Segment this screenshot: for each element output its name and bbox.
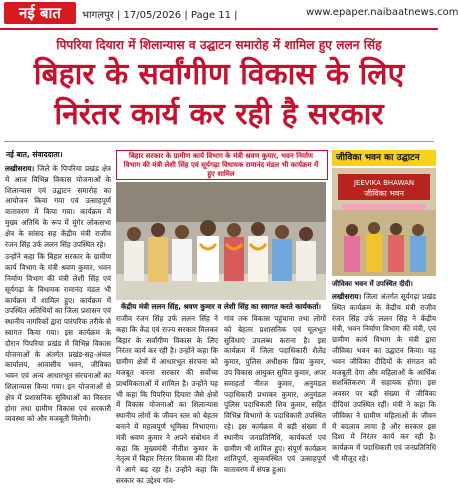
dateline: लखीसराय। [5,164,35,173]
photo-top-caption: बिहार सरकार के ग्रामीण कार्य विभाग के मंत्री श्रवण कुमार, भवन निर्माण विभाग की मंत्री लेशी सिंह एवं सूर्यगढ़ा विधायक रामानंद मंडल भी कार्यक्रम में हुए शामिल [123,152,319,178]
article-column-middle-1: राजीव रंजन सिंह उर्फ ललन सिंह ने कहा कि केंद्र एवं राज्य सरकार मिलकर बिहार के सर्वांगीण विकास के लिए निरंतर कार्य कर रही है। उन्होंने कहा कि ग्रामीण क्षेत्रों में आधारभूत संरचना को मजबूत करना सरकार की सर्वोच्च प्राथमिकताओं में शामिल है। उन्होंने यह भी कहा कि पिपरिया दियारा जैसे क्षेत्रों में विकास योजनाओं का शिलान्यास स्थानीय लोगों के जीवन स्तर को बेहतर बनाने में महत्वपूर्ण भूमिका निभाएगा। मंत्री श्रवण कुमार ने अपने संबोधन में कहा कि मुख्यमंत्री नीतीश कुमार के नेतृत्व में बिहार निरंतर विकास की दिशा में आगे बढ़ रहा है। उन्होंने कहा कि सरकार का उद्देश्य गांव- [116,314,218,485]
photo-caption: केंद्रीय मंत्री ललन सिंह, श्रवण कुमार व लेशी सिंह का स्वागत करते कार्यकर्ता। [120,302,322,311]
side-dateline: लखीसराय। [332,292,362,301]
headline-line-2: निरंतर कार्य कर रही है सरकार [54,97,384,132]
headline-divider [4,141,434,142]
side-story-heading: जीविका भवन का उद्घाटन [332,150,436,166]
sign-hindi: जीविका भवन [364,189,404,198]
jeevika-bhawan-photo [332,168,436,276]
sign-english: JEEVIKA BHAWAN [353,179,415,187]
event-photo [116,182,326,300]
newspaper-logo: नई बात [4,2,76,24]
paragraph-1: जिले के पिपरिया प्रखंड क्षेत्र में आज विभिन्न विकास योजनाओं के शिलान्यास एवं उद्घाटन समारोह का आयोजन किया गया एवं उत्साहपूर्ण वातावरण में किया गया। कार्यक्रम में मुख्य अतिथि के रूप में मुंगेर लोकसभा क्षेत्र के सांसद सह केंद्रीय मंत्री राजीव रंजन सिंह उर्फ ललन सिंह उपस्थित रहे। [5,164,111,249]
headline-line-1: बिहार के सर्वांगीण विकास के लिए [33,57,405,92]
paragraph-2: उन्होंने कहा कि बिहार सरकार के ग्रामीण कार्य विभाग के मंत्री श्रवण कुमार, भवन निर्माण विभाग की मंत्री लेशी सिंह एवं सूर्यगढ़ा के विधायक रामानंद मंडल भी कार्यक्रम में शामिल हुए। कार्यक्रम में उपस्थित अतिथियों का जिला प्रशासन एवं स्थानीय नागरिकों द्वारा पारंपरिक तरीके से स्वागत किया गया। इस कार्यक्रम के दौरान पिपरिया प्रखंड में विभिन्न विकास योजनाओं के अंतर्गत प्रखंड-सह-अंचल कार्यालय, आवासीय भवन, जीविका भवन एवं अन्य आधारभूत संरचनाओं का शिलान्यास किया गया। इन योजनाओं से क्षेत्र में प्रशासनिक सुविधाओं का विस्तार होगा तथा ग्रामीण विकास एवं सरकारी व्यवस्था को और मजबूती मिलेगी। [5,252,111,424]
article-column-middle-2: गांव तक विकास पहुंचाना तथा लोगों को बेहतर प्रशासनिक एवं मूलभूत सुविधाएं उपलब्ध कराना है। इस कार्यक्रम में जिला पदाधिकारी शैलेंद्र कुमार, पुलिस अधीक्षक प्रिया कुमार, उप विकास आयुक्त सुमित कुमार, अपर समाहर्ता नीरज कुमार, अनुमंडल पदाधिकारी प्रभाकर कुमार, अनुमंडल पुलिस पदाधिकारी शिव कुमार, सहित विभिन्न विभागों के पदाधिकारी उपस्थित रहे। इस कार्यक्रम में बड़ी संख्या में स्थानीय जनप्रतिनिधि, कार्यकर्ता एवं ग्रामीण भी शामिल हुए। संपूर्ण कार्यक्रम शांतिपूर्ण, सुव्यवस्थित एवं उत्साहपूर्ण वातावरण में संपन्न हुआ। [224,314,326,475]
side-story-text [332,292,436,496]
article-column-left [5,164,111,494]
epaper-url-link[interactable]: www.epaper.naibaatnews.com [306,7,458,18]
headline-kicker: पिपरिया दियारा में शिलान्यास व उद्घाटन समारोह में शामिल हुए ललन सिंह [56,38,382,52]
byline: नई बात, संवाददाता। [6,150,63,159]
edition-meta: भागलपुर | 17/05/2026 | Page 11 | [82,10,238,21]
side-paragraph: जिला अंतर्गत सूर्यगढ़ा प्रखंड स्थित कार्यक्रम के केंद्रीय मंत्री राजीव रंजन सिंह उर्फ ललन सिंह ने केंद्रीय मंत्री, भवन निर्माण विभाग की मंत्री, एवं ग्रामीण कार्य विभाग के मंत्री द्वारा जीविका भवन का उद्घाटन किया। यह भवन जीविका दीदियों के संगठन को मजबूती देगा और महिलाओं के आर्थिक सशक्तिकरण में सहायक होगा। इस अवसर पर बड़ी संख्या में जीविका दीदियां उपस्थित रहीं। मंत्री ने कहा कि जीविका ने ग्रामीण महिलाओं के जीवन में बदलाव लाया है और सरकार इस दिशा में निरंतर कार्य कर रही है। कार्यक्रम में पदाधिकारी एवं जनप्रतिनिधि भी मौजूद रहे। [332,292,436,463]
side-photo-caption: जीविका भवन में उपस्थित दीदी। [332,280,413,288]
